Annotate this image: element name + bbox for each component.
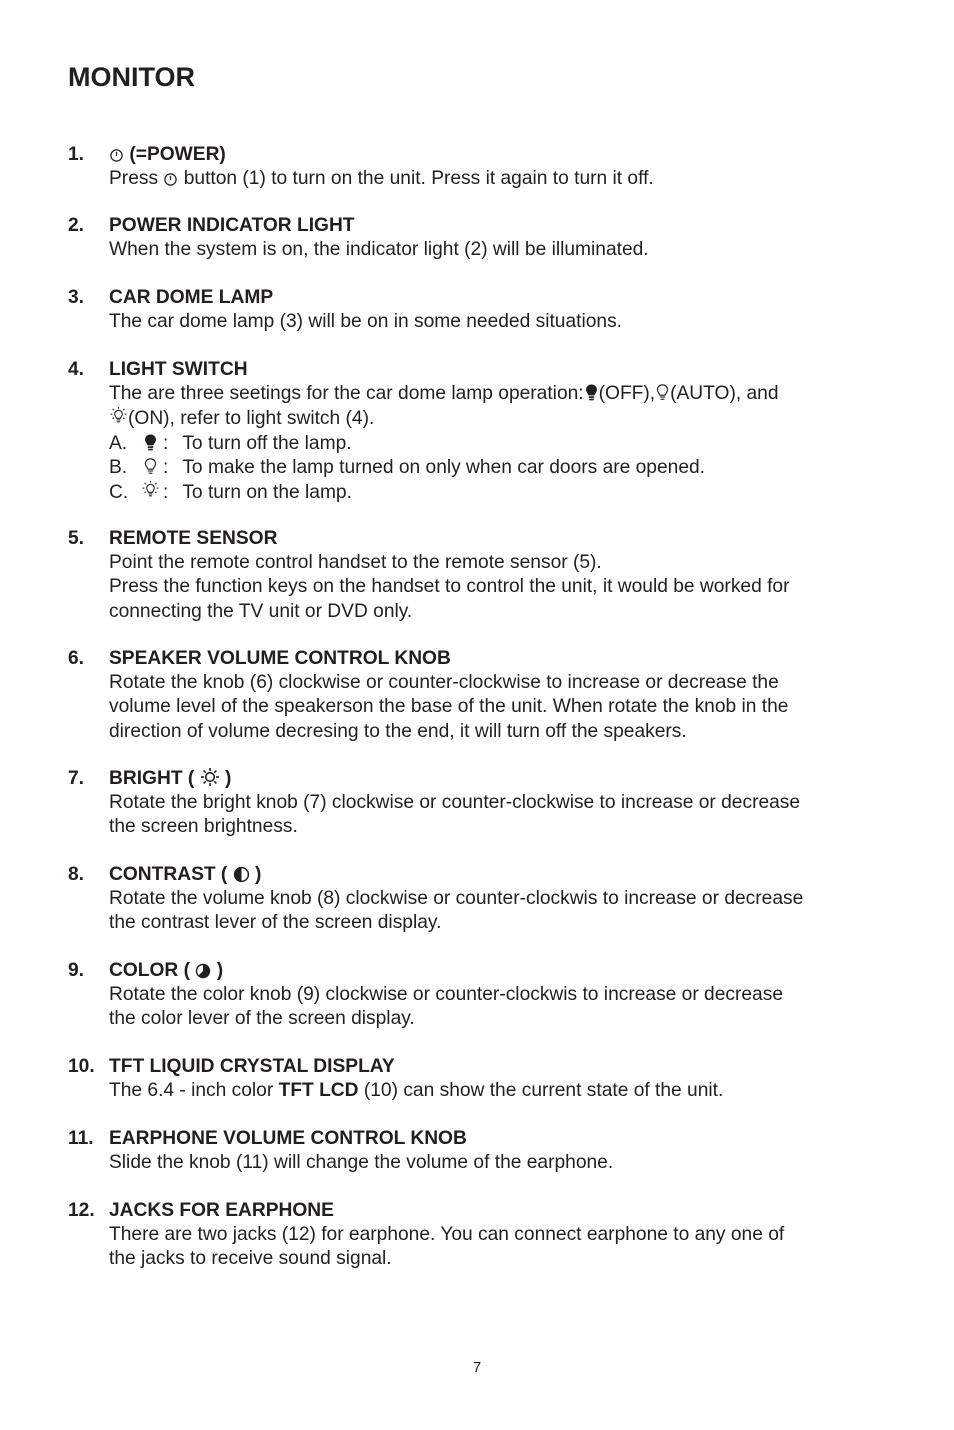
section-light-switch <box>68 358 898 505</box>
item-heading: EARPHONE VOLUME CONTROL KNOB <box>109 1128 467 1149</box>
item-number: 7. <box>68 768 85 789</box>
radiant-bulb-icon <box>109 406 128 427</box>
item-text: Press the function keys on the handset to control the unit, it would be worked for <box>109 576 790 598</box>
page-title: MONITOR <box>68 62 195 92</box>
item-number: 9. <box>68 960 85 981</box>
item-number: 8. <box>68 864 85 885</box>
item-text: Rotate the color knob (9) clockwise or counter-clockwis to increase or decrease <box>109 984 783 1006</box>
item-heading: (=POWER) <box>109 143 898 167</box>
item-heading: JACKS FOR EARPHONE <box>109 1200 334 1221</box>
item-heading: COLOR ( ) <box>109 960 224 981</box>
item-text: connecting the TV unit or DVD only. <box>109 600 413 622</box>
item-number: 2. <box>68 215 85 236</box>
item-text: volume level of the speakerson the base of the unit. When rotate the knob in the <box>109 696 789 718</box>
item-text: The car dome lamp (3) will be on in some needed situations. <box>109 311 622 333</box>
section-power-indicator-light <box>68 214 898 262</box>
item-text: There are two jacks (12) for earphone. You can connect earphone to any one of <box>109 1224 785 1246</box>
item-heading: CAR DOME LAMP <box>109 287 274 308</box>
item-number: 5. <box>68 528 85 549</box>
item-text: Point the remote control handset to the remote sensor (5). <box>109 552 602 574</box>
item-text: Press button (1) to turn on the unit. Press it again to turn it off. <box>109 168 654 190</box>
section-tft-display <box>68 1055 898 1103</box>
item-number: 3. <box>68 287 85 308</box>
item-text: the jacks to receive sound signal. <box>109 1248 392 1270</box>
filled-bulb-icon <box>584 383 599 402</box>
item-text: the contrast lever of the screen display. <box>109 912 442 934</box>
item-number: 4. <box>68 359 85 380</box>
item-text: Rotate the knob (6) clockwise or counter-clockwise to increase or decrease the <box>109 672 779 694</box>
radiant-bulb-icon <box>141 480 160 501</box>
page-number: 7 <box>472 1359 482 1376</box>
section-remote-sensor <box>68 527 898 624</box>
section-color <box>68 959 898 1032</box>
list-item: A. : To turn off the lamp. <box>109 432 352 454</box>
filled-bulb-icon <box>143 433 158 452</box>
item-heading: REMOTE SENSOR <box>109 528 278 549</box>
item-text: (ON), refer to light switch (4). <box>109 406 898 431</box>
section-car-dome-lamp <box>68 286 898 334</box>
item-text: the color lever of the screen display. <box>109 1008 415 1030</box>
list-item: B. : To make the lamp turned on only when car doors are opened. <box>109 456 705 478</box>
item-number: 6. <box>68 648 85 669</box>
sun-icon <box>200 767 220 787</box>
item-heading: TFT LIQUID CRYSTAL DISPLAY <box>109 1056 395 1077</box>
power-symbol-icon <box>163 172 178 187</box>
item-text: When the system is on, the indicator light (2) will be illuminated. <box>109 239 649 261</box>
item-text: The 6.4 - inch color TFT LCD (10) can show the current state of the unit. <box>109 1080 724 1102</box>
section-contrast <box>68 863 898 936</box>
item-heading: SPEAKER VOLUME CONTROL KNOB <box>109 648 451 669</box>
item-text: Rotate the volume knob (8) clockwise or counter-clockwis to increase or decrease <box>109 888 804 910</box>
color-wheel-icon <box>195 963 211 979</box>
item-number: 1. <box>68 144 85 165</box>
section-earphone-jacks <box>68 1199 898 1272</box>
list-item: C. : To turn on the lamp. <box>109 482 352 504</box>
section-power <box>68 143 898 191</box>
outline-bulb-icon <box>655 383 670 402</box>
outline-bulb-icon <box>143 457 158 476</box>
item-number: 11. <box>68 1128 94 1149</box>
item-text: The are three seetings for the car dome lamp operation: (OFF), (AUTO), and <box>109 383 779 405</box>
item-heading: BRIGHT ( ) <box>109 768 232 789</box>
half-circle-icon <box>233 866 250 883</box>
section-earphone-volume <box>68 1127 898 1175</box>
item-number: 10. <box>68 1056 95 1077</box>
section-bright <box>68 767 898 840</box>
item-text: direction of volume decresing to the end, it will turn off the speakers. <box>109 720 687 742</box>
item-heading: POWER INDICATOR LIGHT <box>109 215 355 236</box>
section-speaker-volume <box>68 647 898 744</box>
item-heading: LIGHT SWITCH <box>109 359 248 380</box>
item-text: the screen brightness. <box>109 816 298 838</box>
item-text: Slide the knob (11) will change the volume of the earphone. <box>109 1152 614 1174</box>
item-number: 12. <box>68 1200 95 1221</box>
power-symbol-icon <box>109 148 124 163</box>
item-text: Rotate the bright knob (7) clockwise or counter-clockwise to increase or decrease <box>109 792 801 814</box>
item-heading: CONTRAST ( ) <box>109 864 262 885</box>
